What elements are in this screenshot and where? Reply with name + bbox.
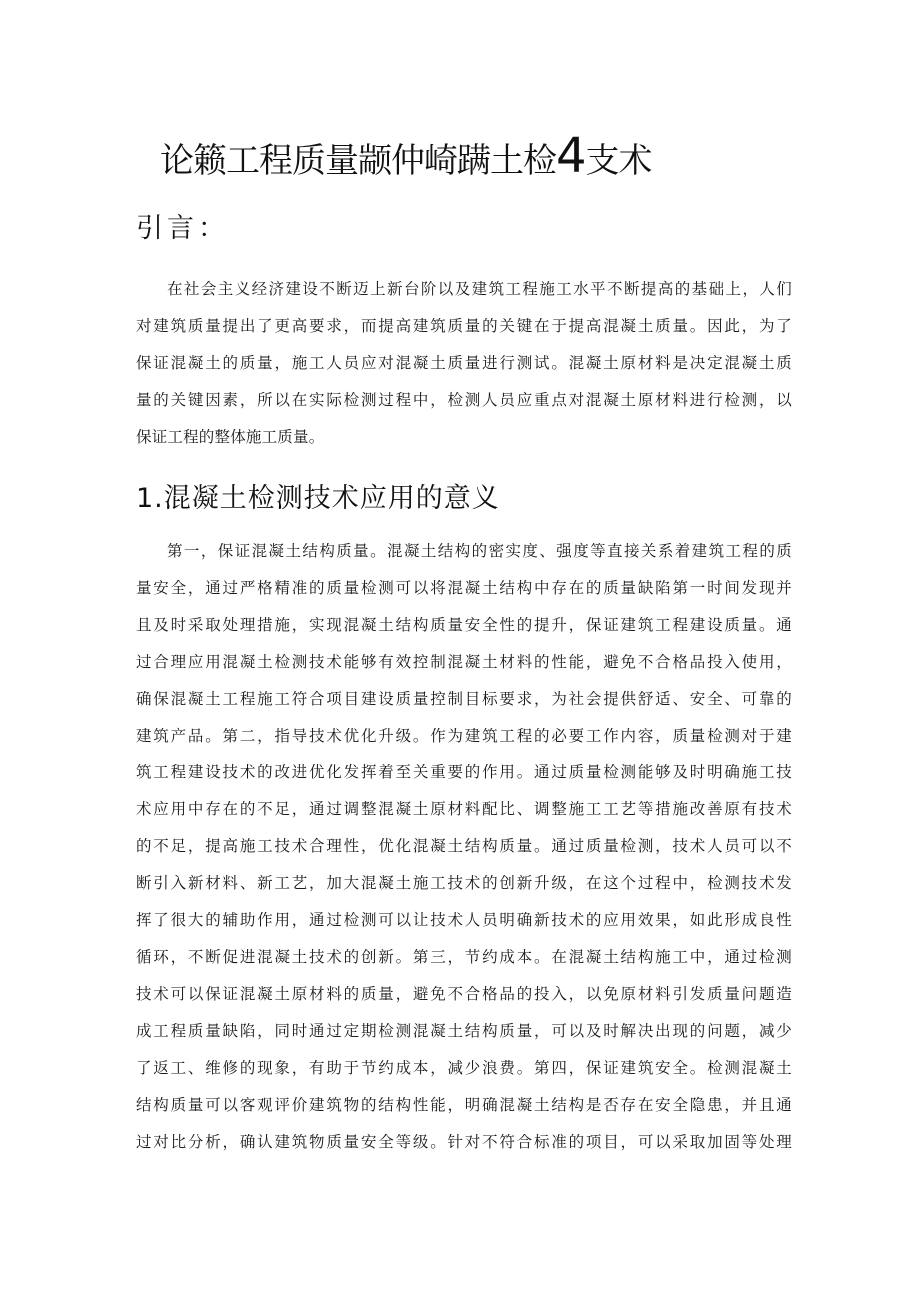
body-line: 过合理应用混凝土检测技术能够有效控制混凝土材料的性能，避免不合格品投入使用， (136, 652, 792, 671)
intro-line: 在社会主义经济建设不断迈上新台阶以及建筑工程施工水平不断提高的基础上，人们 (167, 280, 792, 298)
body-line: 断引入新材料、新工艺，加大混凝土施工技术的创新升级，在这个过程中，检测技术发 (136, 874, 792, 893)
body-line: 成工程质量缺陷，同时通过定期检测混凝土结构质量，可以及时解决出现的问题，减少 (136, 1021, 792, 1040)
title-text-part2: 支术 (585, 141, 652, 181)
title-digit: 4 (556, 128, 586, 184)
body-line: 技术可以保证混凝土原材料的质量，避免不合格品的投入，以免原材料引发质量问题造 (136, 984, 792, 1003)
body-line: 量安全，通过严格精准的质量检测可以将混凝土结构中存在的质量缺陷第一时间发现并 (136, 578, 792, 597)
intro-line: 保证混凝土的质量，施工人员应对混凝土质量进行测试。混凝土原材料是决定混凝土质 (136, 353, 792, 372)
body-line: 第一，保证混凝土结构质量。混凝土结构的密实度、强度等直接关系着建筑工程的质 (167, 542, 792, 560)
body-line: 结构质量可以客观评价建筑物的结构性能，明确混凝土结构是否存在安全隐患，并且通 (136, 1095, 792, 1114)
body-line: 了返工、维修的现象，有助于节约成本，减少浪费。第四，保证建筑安全。检测混凝土 (136, 1058, 792, 1077)
body-line: 的不足，提高施工技术合理性，优化混凝土结构质量。通过质量检测，技术人员可以不 (136, 837, 792, 856)
body-line: 确保混凝土工程施工符合项目建设质量控制目标要求，为社会提供舒适、安全、可靠的 (136, 689, 792, 708)
body-line: 过对比分析，确认建筑物质量安全等级。针对不符合标准的项目，可以采取加固等处理 (136, 1132, 792, 1151)
title-text-part1: 论籁工程质量颛仲崎蹒土检 (160, 141, 556, 181)
body-line: 挥了很大的辅助作用，通过检测可以让技术人员明确新技术的应用效果，如此形成良性 (136, 911, 792, 930)
intro-paragraph (136, 271, 792, 456)
body-line: 且及时采取处理措施，实现混凝土结构质量安全性的提升，保证建筑工程建设质量。通 (136, 615, 792, 634)
body-line: 筑工程建设技术的改进优化发挥着至关重要的作用。通过质量检测能够及时明确施工技 (136, 763, 792, 782)
intro-line: 量的关键因素，所以在实际检测过程中，检测人员应重点对混凝土原材料进行检测，以 (136, 390, 792, 409)
section-1-heading: 1.混凝土检测技术应用的意义 (136, 483, 500, 514)
intro-line: 保证工程的整体施工质量。 (136, 427, 325, 446)
intro-heading: 引言： (136, 213, 229, 244)
body-line: 建筑产品。第二，指导技术优化升级。作为建筑工程的必要工作内容，质量检测对于建 (136, 726, 792, 745)
body-line: 术应用中存在的不足，通过调整混凝土原材料配比、调整施工工艺等措施改善原有技术 (136, 800, 792, 819)
body-line: 循环，不断促进混凝土技术的创新。第三，节约成本。在混凝土结构施工中，通过检测 (136, 947, 792, 966)
document-title (160, 128, 780, 189)
intro-line: 对建筑质量提出了更高要求，而提高建筑质量的关键在于提高混凝土质量。因此，为了 (136, 316, 792, 335)
section-1-paragraph (136, 533, 792, 1160)
